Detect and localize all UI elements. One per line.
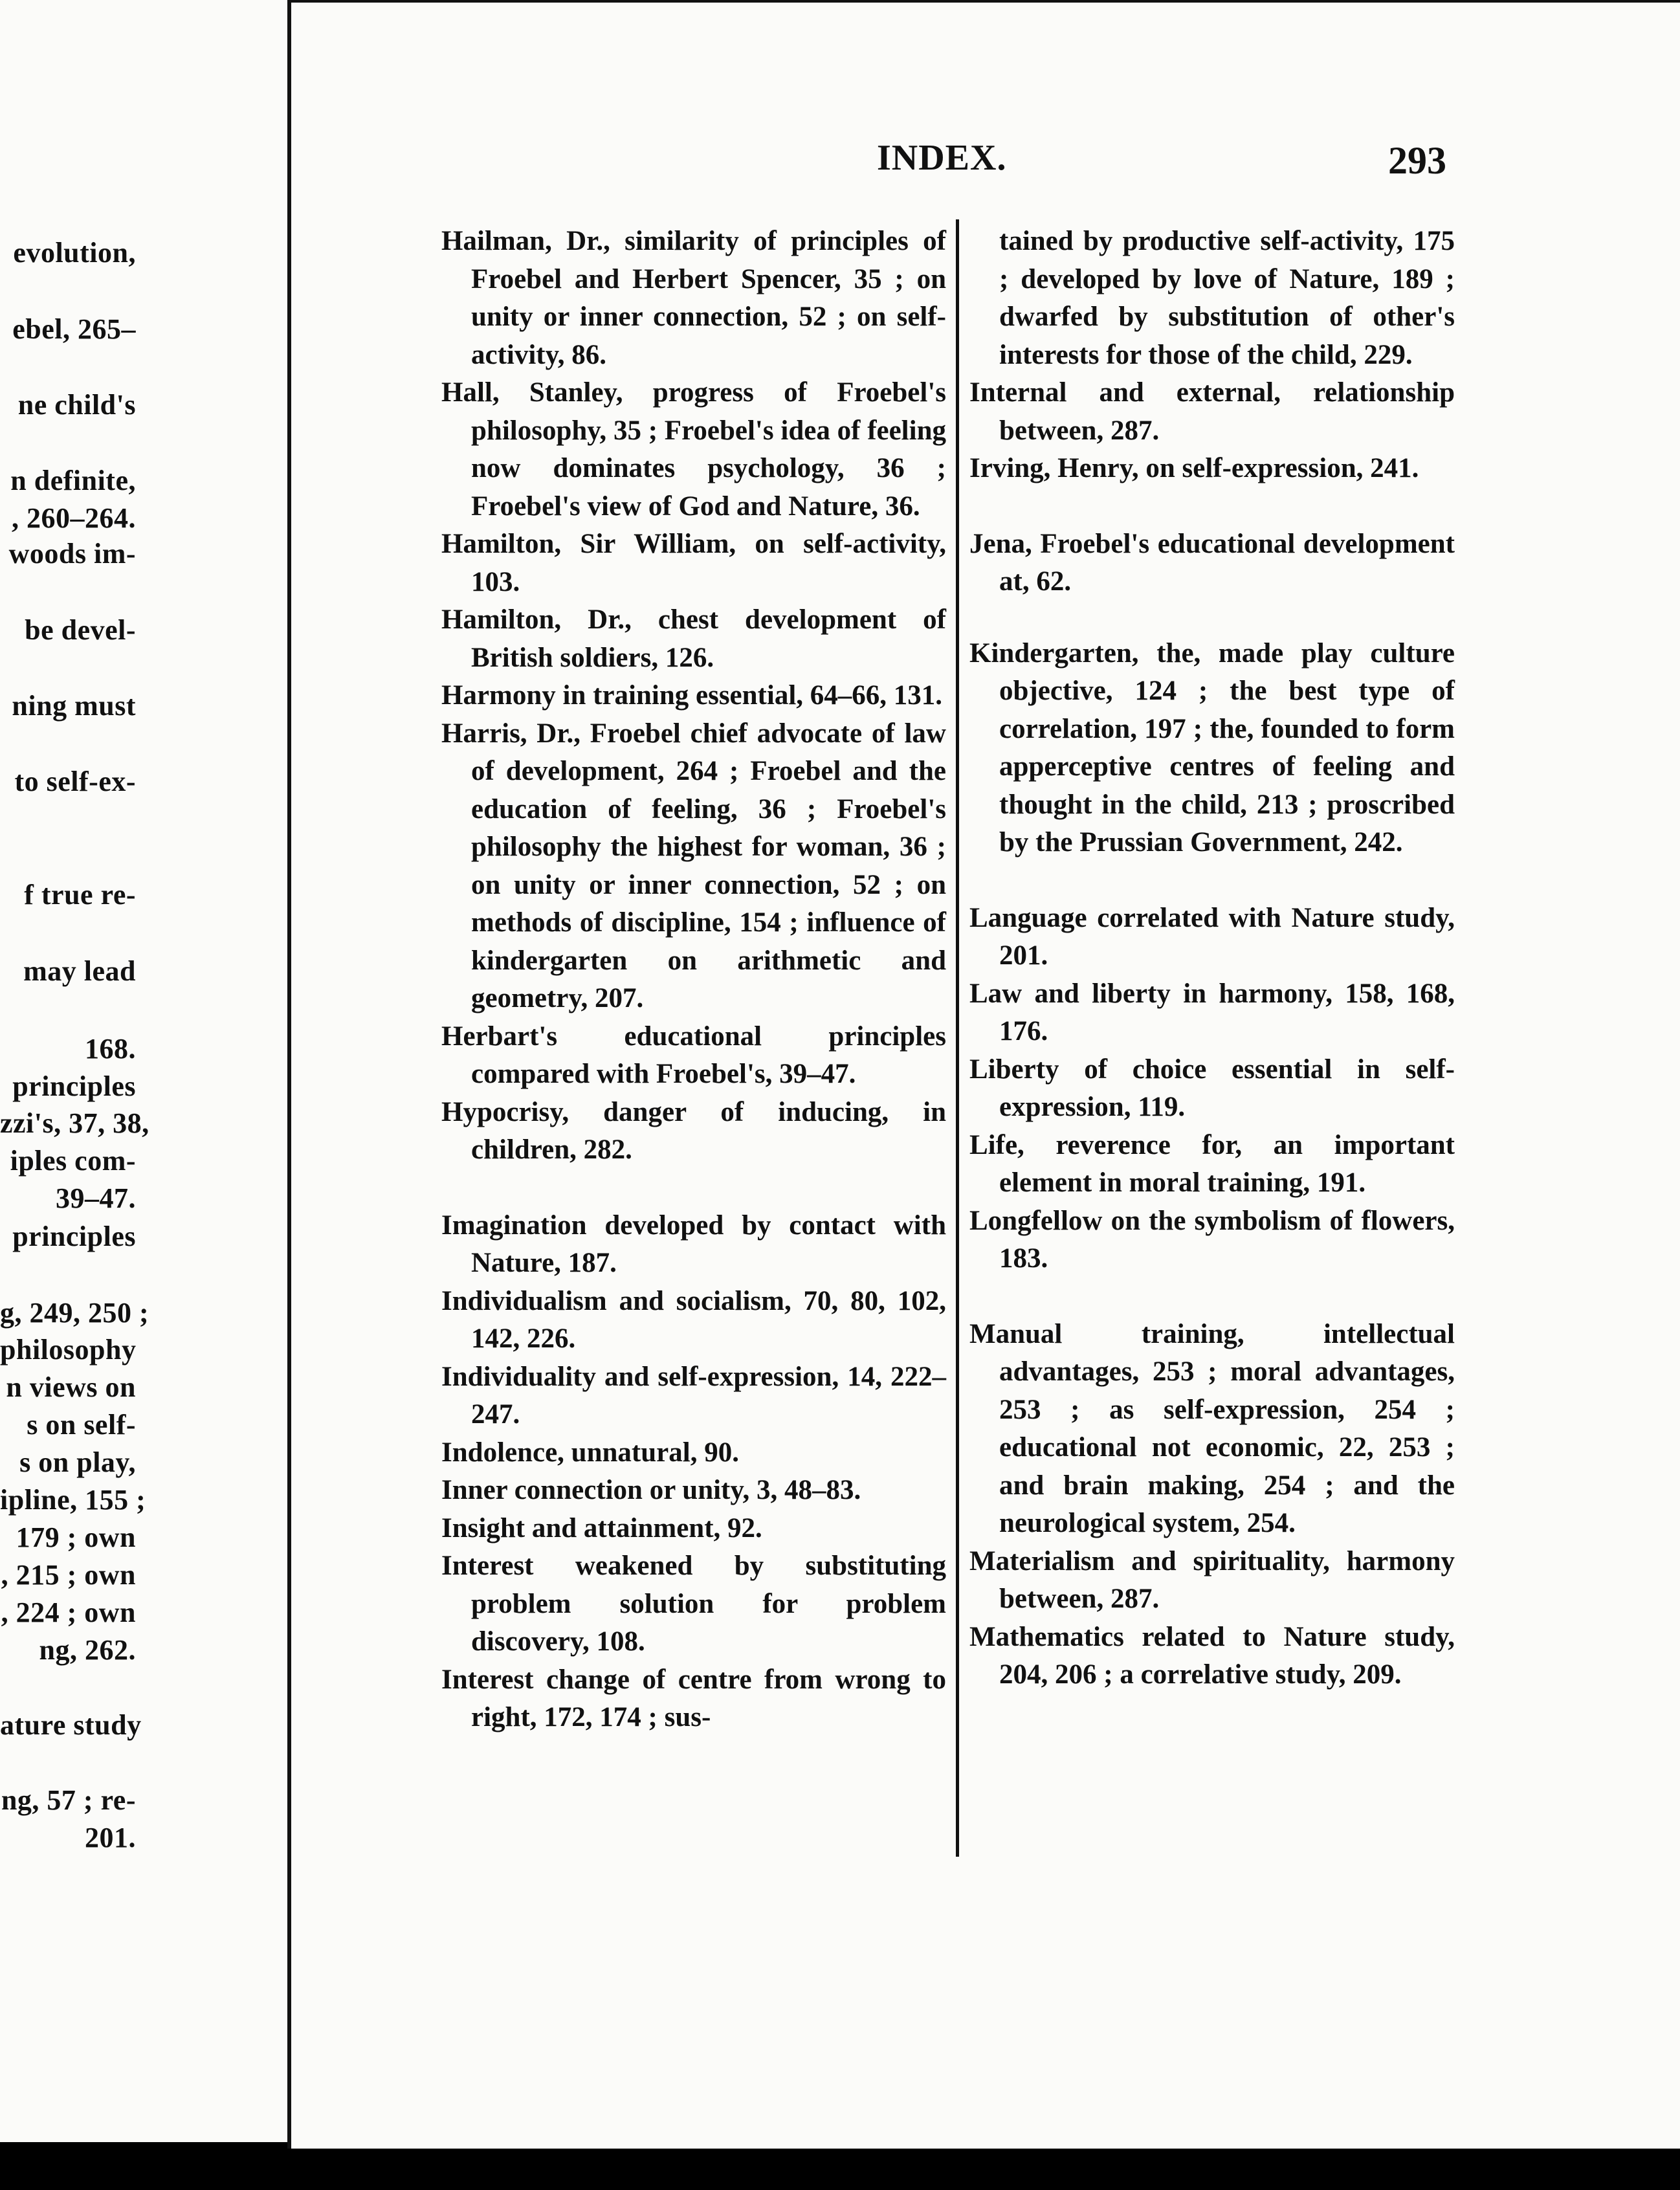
fragment-line: iples com- (10, 1145, 136, 1177)
fragment-line: , 260–264. (12, 502, 136, 534)
index-entry: Interest weakened by substituting problem solution for problem discovery, 108. (441, 1551, 946, 1657)
index-entry: Law and liberty in harmony, 158, 168, 176. (969, 978, 1455, 1046)
index-entry: Language correlated with Nature study, 201. (969, 902, 1455, 971)
index-entry: Mathematics related to Nature study, 204, 206 ; a correlative study, 209. (969, 1621, 1455, 1690)
index-entry: Liberty of choice essential in self-expression, 119. (969, 1054, 1455, 1122)
index-entry: Longfellow on the symbolism of flowers, 183. (969, 1205, 1455, 1274)
fragment-line: philosophy (0, 1334, 137, 1366)
fragment-line: , 224 ; own (1, 1597, 136, 1628)
index-entry: Hamilton, Dr., chest development of British soldiers, 126. (441, 604, 946, 673)
fragment-line: evolution, (13, 237, 136, 269)
fragment-line: 201. (85, 1822, 136, 1853)
fragment-line: be devel- (25, 614, 136, 646)
index-entry: Insight and attainment, 92. (441, 1512, 762, 1543)
page-number: 293 (1388, 139, 1446, 182)
index-entry: Internal and external, relationship between, 287. (969, 377, 1455, 446)
fragment-line: principles (12, 1221, 136, 1252)
index-entry: Harmony in training essential, 64–66, 131. (441, 680, 943, 711)
fragment-line: 168. (85, 1033, 136, 1065)
fragment-line: n definite, (10, 465, 136, 496)
index-entry: Hypocrisy, danger of inducing, in children, 282. (441, 1096, 946, 1165)
fragment-line: 179 ; own (16, 1521, 136, 1553)
index-entry: Harris, Dr., Froebel chief advocate of law of development, 264 ; Froebel and the education of feeling, 36 ; Froebel's philosophy the highest for woman, 36 ; on unity or inner connection, 52 ; on methods of discipline, 154 ; influence of kindergarten on arithmetic and geometry, 207. (441, 718, 946, 1013)
fragment-line: ng, 262. (39, 1634, 136, 1666)
fragment-line: ng, 57 ; re- (1, 1784, 136, 1816)
index-entry: Jena, Froebel's educational development at, 62. (969, 528, 1455, 597)
index-column-right (969, 223, 1455, 1694)
index-entry: Irving, Henry, on self-expression, 241. (969, 453, 1419, 483)
index-entry-continued: tained by productive self-activity, 175 ; developed by love of Nature, 189 ; dwarfed by substitution of other's interests for those of the child, 229. (999, 226, 1455, 370)
index-entry: Interest change of centre from wrong to right, 172, 174 ; sus- (441, 1664, 946, 1732)
index-entry: Inner connection or unity, 3, 48–83. (441, 1475, 861, 1505)
fragment-line: n views on (6, 1371, 136, 1403)
fragment-line: ning must (12, 690, 136, 722)
index-page (287, 0, 1680, 2149)
fragment-line: s on self- (27, 1409, 136, 1441)
fragment-line: may lead (23, 955, 136, 987)
fragment-line: s on play, (19, 1446, 136, 1478)
column-rule (956, 219, 959, 1857)
fragment-line: ature study (0, 1709, 142, 1741)
index-entry: Materialism and spirituality, harmony between, 287. (969, 1545, 1455, 1614)
index-entry: Indolence, unnatural, 90. (441, 1437, 739, 1468)
index-entry: Hailman, Dr., similarity of principles of Froebel and Herbert Spencer, 35 ; on unity or inner connection, 52 ; on self-activity, 86. (441, 226, 946, 370)
fragment-line: ne child's (17, 389, 136, 421)
index-column-left (441, 223, 946, 1737)
fragment-line: woods im- (8, 538, 136, 570)
fragment-line: to self-ex- (14, 766, 136, 797)
index-entry: Kindergarten, the, made play culture objective, 124 ; the best type of correlation, 197 ; the, founded to form apperceptive centres of feeling and thought in the child, 213 ; proscribed by the Prussian Government, 242. (969, 637, 1455, 857)
index-entry: Life, reverence for, an important element in moral training, 191. (969, 1129, 1455, 1198)
facing-page-fragment (0, 0, 296, 2142)
index-entry: Individualism and socialism, 70, 80, 102, 142, 226. (441, 1285, 946, 1354)
running-head: INDEX. (877, 138, 1007, 178)
fragment-line: 39–47. (56, 1182, 136, 1214)
fragment-line: f true re- (24, 879, 136, 911)
index-entry: Herbart's educational principles compared with Froebel's, 39–47. (441, 1021, 946, 1089)
fragment-line: , 215 ; own (1, 1559, 136, 1591)
fragment-line: ebel, 265– (12, 313, 136, 345)
fragment-line: ipline, 155 ; (0, 1484, 146, 1516)
index-entry: Hamilton, Sir William, on self-activity, 103. (441, 529, 946, 597)
index-entry: Imagination developed by contact with Nature, 187. (441, 1210, 946, 1278)
fragment-line: g, 249, 250 ; (0, 1297, 149, 1329)
fragment-line: zzi's, 37, 38, (0, 1107, 149, 1139)
index-entry: Individuality and self-expression, 14, 222–247. (441, 1361, 946, 1430)
index-entry: Manual training, intellectual advantages, 253 ; moral advantages, 253 ; as self-expression, 254 ; educational not economic, 22, 253 ; and brain making, 254 ; and the neurological system, 254. (969, 1318, 1455, 1538)
fragment-line: principles (12, 1070, 136, 1102)
index-entry: Hall, Stanley, progress of Froebel's philosophy, 35 ; Froebel's idea of feeling now dominates psychology, 36 ; Froebel's view of God and Nature, 36. (441, 377, 946, 522)
